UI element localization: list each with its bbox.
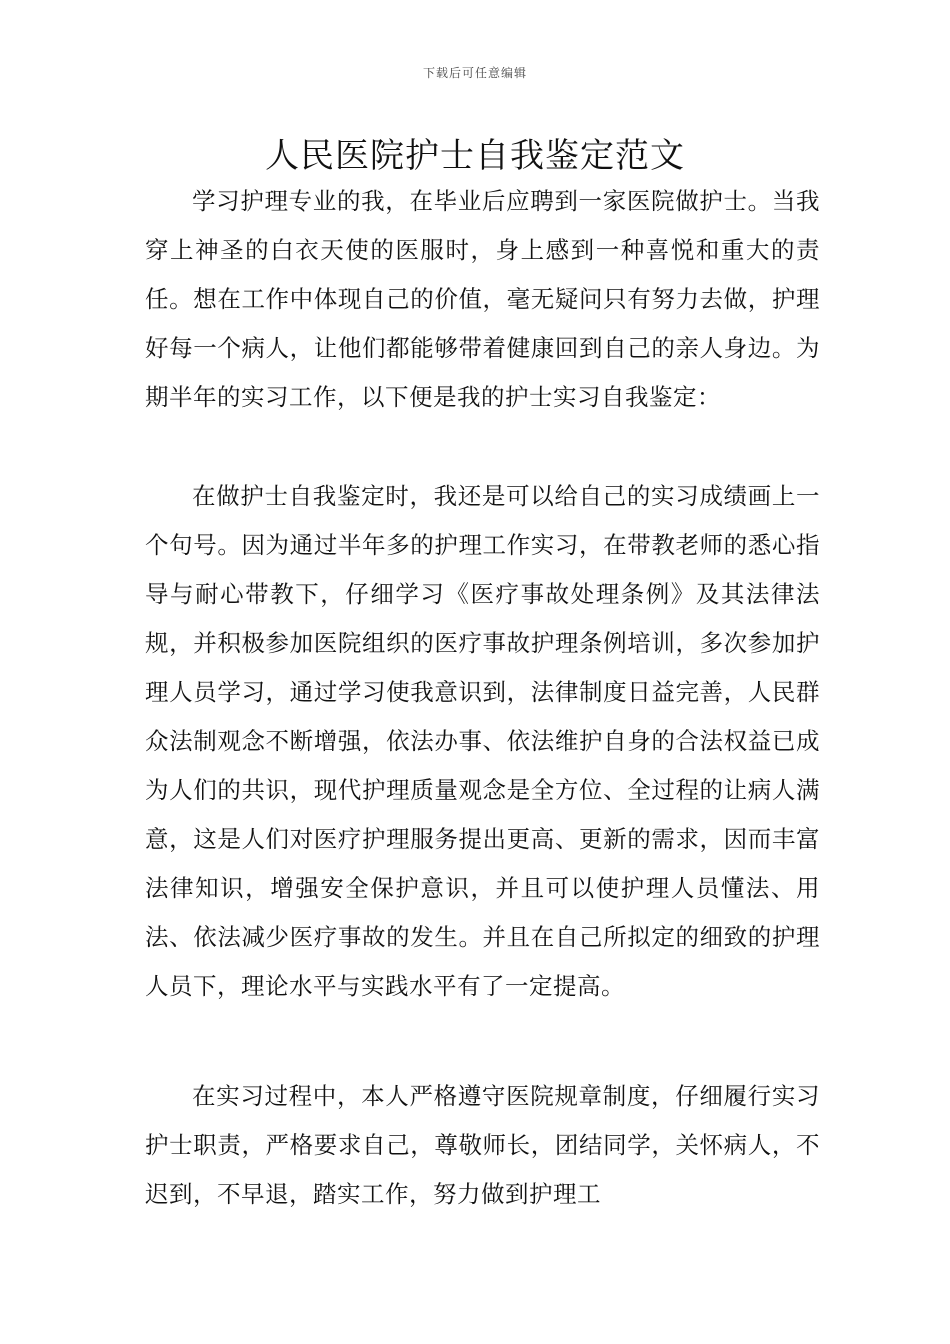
body-paragraph-2 — [145, 472, 820, 1011]
header-note: 下载后可任意编辑 — [422, 66, 527, 80]
document-title: 人民医院护士自我鉴定范文 — [265, 136, 685, 176]
paragraph-text: 学习护理专业的我，在毕业后应聘到一家医院做护士。当我穿上神圣的白衣天使的医服时，身上感到一种喜悦和重大的责任。想在工作中体现自己的价值，毫无疑问只有努力去做，护理好每一个病人，让他们都能够带着健康回到自己的亲人身边。为期半年的实习工作，以下便是我的护士实习自我鉴定： — [145, 187, 820, 411]
paragraph-text: 在做护士自我鉴定时，我还是可以给自己的实习成绩画上一个句号。因为通过半年多的护理工作实习，在带教老师的悉心指导与耐心带教下，仔细学习《医疗事故处理条例》及其法律法规，并积极参加医院组织的医疗事故护理条例培训，多次参加护理人员学习，通过学习使我意识到，法律制度日益完善，人民群众法制观念不断增强，依法办事、依法维护自身的合法权益已成为人们的共识，现代护理质量观念是全方位、全过程的让病人满意，这是人们对医疗护理服务提出更高、更新的需求，因而丰富法律知识，增强安全保护意识，并且可以使护理人员懂法、用法、依法减少医疗事故的发生。并且在自己所拟定的细致的护理人员下，理论水平与实践水平有了一定提高。 — [145, 482, 820, 1000]
paragraph-text: 在实习过程中，本人严格遵守医院规章制度，仔细履行实习护士职责，严格要求自己，尊敬师长，团结同学，关怀病人，不迟到，不早退，踏实工作，努力做到护理工 — [145, 1082, 820, 1208]
body-paragraph-1 — [145, 177, 820, 422]
body-paragraph-3 — [145, 1072, 820, 1219]
